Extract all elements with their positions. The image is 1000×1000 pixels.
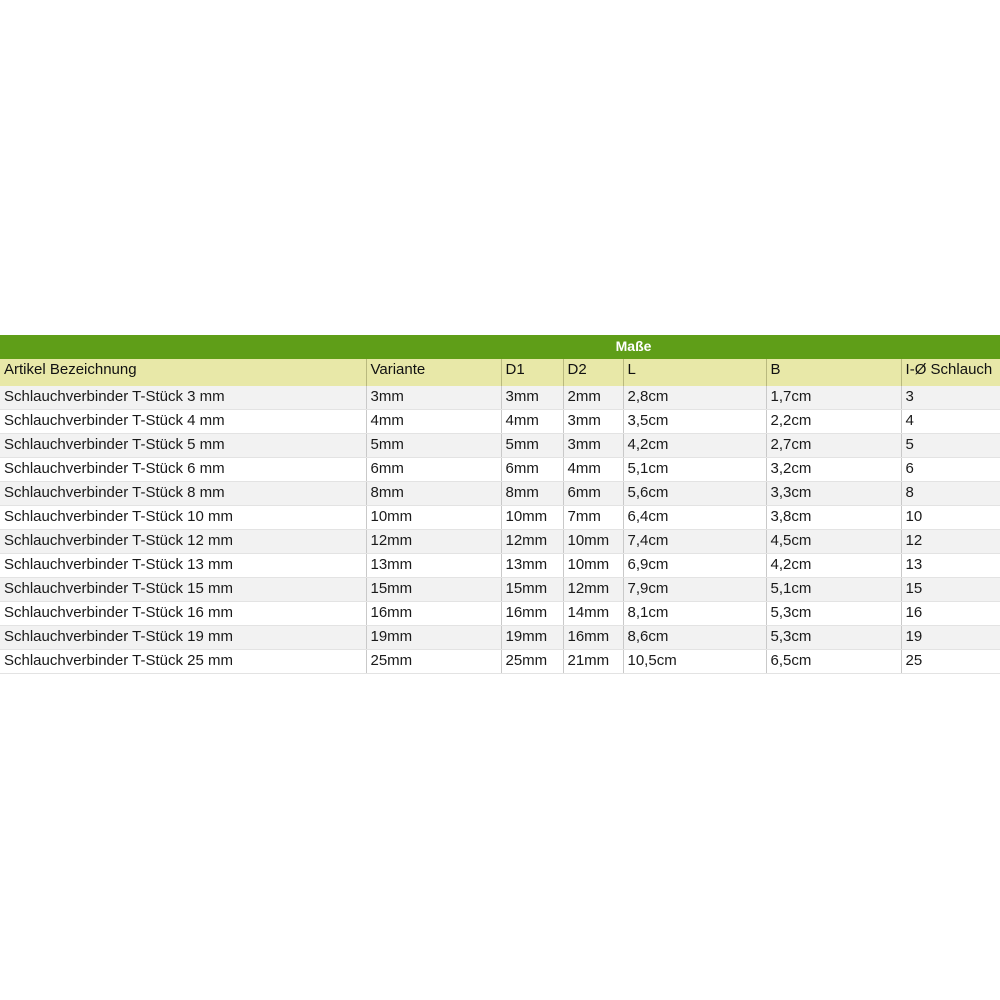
- cell-variante: 4mm: [366, 410, 501, 434]
- cell-schlauch: 8: [901, 482, 1000, 506]
- cell-b: 2,7cm: [766, 434, 901, 458]
- cell-d1: 16mm: [501, 602, 563, 626]
- cell-b: 3,3cm: [766, 482, 901, 506]
- cell-l: 5,1cm: [623, 458, 766, 482]
- cell-d1: 15mm: [501, 578, 563, 602]
- cell-l: 7,4cm: [623, 530, 766, 554]
- cell-d2: 6mm: [563, 482, 623, 506]
- cell-artikel-bezeichnung: Schlauchverbinder T-Stück 8 mm: [0, 482, 366, 506]
- table-row: [0, 506, 1000, 530]
- cell-variante: 10mm: [366, 506, 501, 530]
- table-row: [0, 578, 1000, 602]
- cell-schlauch: 19: [901, 626, 1000, 650]
- cell-b: 4,5cm: [766, 530, 901, 554]
- table-row: [0, 410, 1000, 434]
- cell-variante: 12mm: [366, 530, 501, 554]
- group-header-masse: Maße: [366, 335, 901, 359]
- cell-variante: 19mm: [366, 626, 501, 650]
- cell-d2: 4mm: [563, 458, 623, 482]
- column-header-d2: D2: [563, 359, 623, 386]
- cell-l: 6,4cm: [623, 506, 766, 530]
- cell-d1: 5mm: [501, 434, 563, 458]
- cell-b: 1,7cm: [766, 386, 901, 410]
- cell-schlauch: 5: [901, 434, 1000, 458]
- table-row: [0, 386, 1000, 410]
- cell-l: 8,1cm: [623, 602, 766, 626]
- cell-b: 5,3cm: [766, 602, 901, 626]
- cell-artikel-bezeichnung: Schlauchverbinder T-Stück 16 mm: [0, 602, 366, 626]
- table-row: [0, 530, 1000, 554]
- cell-artikel-bezeichnung: Schlauchverbinder T-Stück 19 mm: [0, 626, 366, 650]
- cell-d1: 3mm: [501, 386, 563, 410]
- table-row: [0, 458, 1000, 482]
- cell-d1: 25mm: [501, 650, 563, 674]
- cell-variante: 5mm: [366, 434, 501, 458]
- column-header-artikel-bezeichnung: Artikel Bezeichnung: [0, 359, 366, 386]
- cell-l: 6,9cm: [623, 554, 766, 578]
- column-header-i-durchmesser-schlauch: I-Ø Schlauch: [901, 359, 1000, 386]
- table-head: [0, 335, 1000, 386]
- cell-d2: 16mm: [563, 626, 623, 650]
- cell-b: 3,8cm: [766, 506, 901, 530]
- cell-artikel-bezeichnung: Schlauchverbinder T-Stück 10 mm: [0, 506, 366, 530]
- cell-d1: 10mm: [501, 506, 563, 530]
- cell-d2: 7mm: [563, 506, 623, 530]
- cell-b: 5,1cm: [766, 578, 901, 602]
- cell-d2: 3mm: [563, 410, 623, 434]
- table-row: [0, 482, 1000, 506]
- cell-l: 5,6cm: [623, 482, 766, 506]
- cell-b: 6,5cm: [766, 650, 901, 674]
- cell-b: 3,2cm: [766, 458, 901, 482]
- cell-l: 3,5cm: [623, 410, 766, 434]
- cell-artikel-bezeichnung: Schlauchverbinder T-Stück 12 mm: [0, 530, 366, 554]
- cell-l: 7,9cm: [623, 578, 766, 602]
- cell-schlauch: 6: [901, 458, 1000, 482]
- group-header-spacer-right: [901, 335, 1000, 359]
- specification-table: [0, 335, 1000, 674]
- cell-artikel-bezeichnung: Schlauchverbinder T-Stück 13 mm: [0, 554, 366, 578]
- cell-variante: 25mm: [366, 650, 501, 674]
- cell-variante: 16mm: [366, 602, 501, 626]
- cell-variante: 3mm: [366, 386, 501, 410]
- table-row: [0, 602, 1000, 626]
- table-row: [0, 434, 1000, 458]
- cell-schlauch: 12: [901, 530, 1000, 554]
- cell-l: 10,5cm: [623, 650, 766, 674]
- cell-d1: 12mm: [501, 530, 563, 554]
- column-header-d1: D1: [501, 359, 563, 386]
- cell-d2: 10mm: [563, 530, 623, 554]
- cell-schlauch: 16: [901, 602, 1000, 626]
- cell-d2: 12mm: [563, 578, 623, 602]
- cell-d1: 8mm: [501, 482, 563, 506]
- cell-d1: 13mm: [501, 554, 563, 578]
- group-header-row: [0, 335, 1000, 359]
- column-header-row: [0, 359, 1000, 386]
- cell-artikel-bezeichnung: Schlauchverbinder T-Stück 25 mm: [0, 650, 366, 674]
- cell-variante: 6mm: [366, 458, 501, 482]
- cell-artikel-bezeichnung: Schlauchverbinder T-Stück 15 mm: [0, 578, 366, 602]
- table-row: [0, 626, 1000, 650]
- cell-variante: 15mm: [366, 578, 501, 602]
- cell-variante: 13mm: [366, 554, 501, 578]
- cell-b: 2,2cm: [766, 410, 901, 434]
- cell-b: 5,3cm: [766, 626, 901, 650]
- cell-artikel-bezeichnung: Schlauchverbinder T-Stück 4 mm: [0, 410, 366, 434]
- cell-d1: 4mm: [501, 410, 563, 434]
- cell-d1: 6mm: [501, 458, 563, 482]
- group-header-spacer-left: [0, 335, 366, 359]
- cell-schlauch: 13: [901, 554, 1000, 578]
- spec-table-container: [0, 335, 1000, 674]
- table-row: [0, 650, 1000, 674]
- cell-artikel-bezeichnung: Schlauchverbinder T-Stück 5 mm: [0, 434, 366, 458]
- cell-artikel-bezeichnung: Schlauchverbinder T-Stück 3 mm: [0, 386, 366, 410]
- cell-d2: 2mm: [563, 386, 623, 410]
- column-header-b: B: [766, 359, 901, 386]
- cell-d1: 19mm: [501, 626, 563, 650]
- cell-schlauch: 3: [901, 386, 1000, 410]
- table-row: [0, 554, 1000, 578]
- cell-schlauch: 4: [901, 410, 1000, 434]
- cell-d2: 3mm: [563, 434, 623, 458]
- cell-l: 8,6cm: [623, 626, 766, 650]
- table-body: [0, 386, 1000, 674]
- cell-d2: 21mm: [563, 650, 623, 674]
- cell-l: 4,2cm: [623, 434, 766, 458]
- column-header-variante: Variante: [366, 359, 501, 386]
- cell-b: 4,2cm: [766, 554, 901, 578]
- cell-variante: 8mm: [366, 482, 501, 506]
- cell-schlauch: 15: [901, 578, 1000, 602]
- cell-l: 2,8cm: [623, 386, 766, 410]
- cell-schlauch: 25: [901, 650, 1000, 674]
- cell-artikel-bezeichnung: Schlauchverbinder T-Stück 6 mm: [0, 458, 366, 482]
- cell-d2: 10mm: [563, 554, 623, 578]
- column-header-l: L: [623, 359, 766, 386]
- cell-schlauch: 10: [901, 506, 1000, 530]
- cell-d2: 14mm: [563, 602, 623, 626]
